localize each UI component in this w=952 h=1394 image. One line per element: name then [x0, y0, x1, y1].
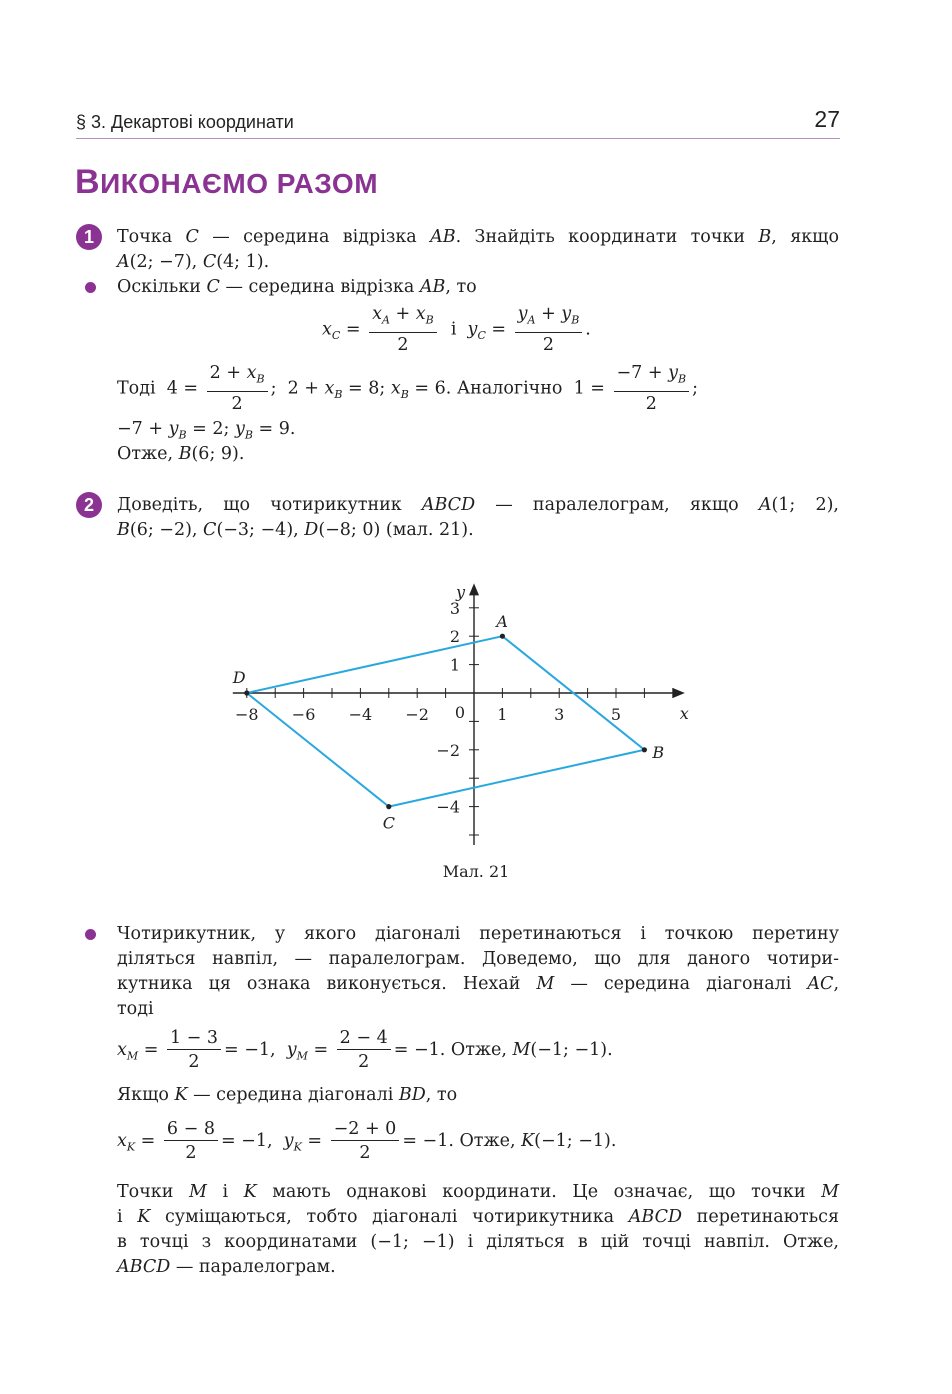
running-header [76, 108, 840, 139]
task-2-para-2-line-1: Точки M і K мають однакові координати. Це означає, що точки M [117, 1182, 839, 1202]
point-label-A: A [496, 612, 508, 632]
y-tick-label: −4 [436, 797, 460, 817]
origin-label: 0 [454, 703, 466, 722]
x-axis-label: x [679, 704, 689, 723]
section-title [75, 163, 378, 202]
side-DA [247, 636, 503, 693]
y-tick-label: 1 [449, 655, 460, 675]
task-1-answer: Отже, B(6; 9). [117, 444, 245, 464]
page-number: 27 [814, 106, 840, 132]
task-1-badge: 1 [76, 224, 102, 250]
task-1-line-y: $-7 + y_B = 2$; $y_B = 9$. [117, 419, 296, 442]
task-2-para-1-line-2: діляться навпіл, — паралелограм. Доведемо, що для даного чотири- [117, 949, 839, 969]
task-2-para-1-line-3: кутника ця ознака виконується. Нехай M — середина діагоналі AC, [117, 974, 840, 994]
task-1-then-formula: Тоді 4 = $\frac{2 + x_B}{2}$ ; $2 + x_B = 8$; $x_B = 6$. Аналогічно 1 = $\frac{-7 + y_B}{2}$ ; [117, 363, 698, 414]
x-tick-label: 1 [497, 705, 508, 724]
x-axis-arrow-icon [673, 688, 685, 698]
x-tick-label: −2 [405, 705, 429, 724]
x-tick-label: −8 [235, 705, 259, 724]
task-2-para-2-line-3: в точці з координатами (−1; −1) і діляться в цій точці навпіл. Отже, [117, 1232, 839, 1252]
point-D [244, 690, 249, 695]
point-B [642, 747, 647, 752]
task-2-para-2-line-4: ABCD — паралелограм. [117, 1257, 336, 1277]
y-axis-label: y [456, 582, 466, 602]
x-tick-label: 3 [554, 705, 565, 724]
task-1-line-1: Точка C — середина відрізка AB. Знайдіть координати точки B, якщо [117, 227, 839, 247]
task-2-if-k: Якщо K — середина діагоналі BD, то [117, 1085, 458, 1105]
y-axis-arrow-icon [469, 583, 479, 595]
point-label-D: D [232, 668, 246, 687]
analog-label: Аналогічно [456, 378, 563, 399]
task-2-badge: 2 [76, 492, 102, 518]
midpoint-formula: $x_C$ = $\frac{x_A + x_B}{2}$ і $y_C$ = $\frac{y_A + y_B}{2}$ . [322, 304, 591, 355]
point-label-B: B [652, 742, 665, 762]
task-1-solution-intro: Оскільки C — середина відрізка AB, то [117, 277, 477, 297]
y-tick-label: 3 [449, 598, 460, 618]
task-2-line-1: Доведіть, що чотирикутник ABCD — паралелограм, якщо A(1; 2), [117, 495, 839, 515]
task-2-line-2: B(6; −2), C(−3; −4), D(−8; 0) (мал. 21). [117, 520, 474, 540]
solution-bullet-icon [85, 282, 96, 293]
midpoint-k-formula: $x_K$ = $\frac{6 - 8}{2}$ = −1, $y_K$ = $\frac{-2 + 0}{2}$ = −1. Отже, K(−1; −1). [117, 1119, 617, 1163]
task-2-para-1-line-1: Чотирикутник, у якого діагоналі перетинаються і точкою перетину [117, 924, 839, 944]
point-C [386, 804, 391, 809]
side-BC [389, 750, 645, 807]
y-tick-label: 2 [449, 627, 460, 647]
point-label-C: C [382, 813, 396, 833]
point-A [500, 634, 505, 639]
solution-bullet-icon [85, 929, 96, 940]
midpoint-m-formula: $x_M$ = $\frac{1 - 3}{2}$ = −1, $y_M$ = $\frac{2 - 4}{2}$ = −1. Отже, M(−1; −1). [117, 1028, 613, 1072]
y-tick-label: −2 [436, 740, 460, 760]
then-label: Тоді [117, 378, 156, 399]
task-2-para-2-line-2: і K суміщаються, тобто діагоналі чотирикутника ABCD перетинаються [117, 1207, 839, 1227]
section-title-rest: ИКОНАЄМО РАЗОМ [100, 168, 379, 199]
task-1-line-2: A(2; −7), C(4; 1). [117, 252, 270, 272]
section-title-initial: В [75, 163, 101, 201]
x-tick-label: 5 [610, 705, 622, 724]
header-title: § 3. Декартові координати [76, 112, 294, 132]
figure-caption: Мал. 21 [442, 862, 510, 881]
coordinate-plane-figure [0, 555, 952, 845]
task-2-para-1-line-4: тоді [117, 999, 154, 1019]
x-tick-label: −4 [348, 705, 373, 724]
x-tick-label: −6 [291, 705, 316, 724]
